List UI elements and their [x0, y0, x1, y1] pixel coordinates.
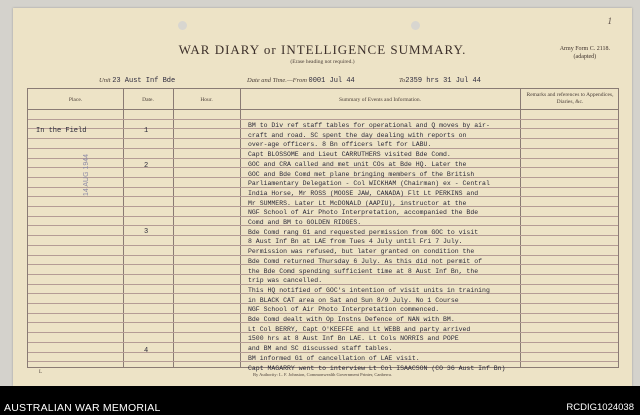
- diary-entry-line: NGF School of Air Photo Interpretation commenced.: [248, 306, 440, 314]
- to-label: To: [399, 77, 406, 84]
- diary-table: [27, 88, 619, 372]
- column-header-date: Date.: [142, 97, 154, 103]
- diary-entry-line: Comd and BM to GOLDEN RIDGES.: [248, 219, 362, 226]
- diary-entry-line: trip was cancelled.: [248, 277, 323, 285]
- page-title: WAR DIARY or INTELLIGENCE SUMMARY.: [178, 42, 467, 57]
- from-value: 0001 Jul 44: [308, 77, 355, 85]
- page-subtitle: (Erase heading not required.): [290, 59, 355, 65]
- diary-entry-line: Capt MAGARRY went to interview Lt Col ISAACSON (CO 36 Aust Inf Bn): [248, 364, 506, 372]
- diary-entry-line: India Horse, Mr ROSS (MOOSE JAW, CANADA) Flt Lt PERKINS and: [248, 189, 479, 197]
- place-entry: In the Field: [36, 127, 87, 135]
- diary-entry-line: BM informed G1 of cancellation of LAE visit.: [248, 354, 420, 362]
- date-entry: 2: [144, 162, 149, 170]
- to-value: 2359 hrs 31 Jul 44: [405, 77, 481, 85]
- diary-entry-line: Bde Comd dealt with Op Instns Defence of NAN with BM.: [248, 316, 455, 323]
- column-header-summary: Summary of Events and Information.: [338, 97, 422, 103]
- received-stamp: 14 AUG 1944: [83, 153, 90, 196]
- column-header-hour: Hour.: [200, 97, 213, 103]
- form-reference: [560, 46, 610, 61]
- date-entry: 3: [144, 228, 149, 236]
- diary-entry-line: Lt Col BERRY, Capt O'KEEFFE and Lt WEBB and party arrived: [248, 325, 471, 333]
- unit-value: 23 Aust Inf Bde: [112, 77, 176, 85]
- diary-entry-line: over-age officers. 8 Bn officers left for LABU.: [248, 141, 432, 149]
- diary-entry-line: GOC and Bde Comd met plane bringing members of the British: [248, 170, 475, 178]
- unit-label: Unit: [99, 77, 111, 84]
- diary-entry-line: Capt BLOSSOME and Lieut CARRUTHERS visited Bde Comd.: [248, 151, 451, 159]
- column-header-remarks: Remarks and references to Appendices, Diaries, &c.: [526, 92, 614, 105]
- punch-hole: [178, 21, 187, 30]
- form-number: Army Form C. 2118.: [559, 46, 610, 52]
- diary-entry-line: and BM and SC discussed staff tables.: [248, 345, 393, 353]
- diary-entry-line: Parliamentary Delegation - Col WICKHAM (Chairman) ex - Central: [248, 180, 490, 188]
- to-field: [399, 77, 481, 85]
- diary-entry-line: the Bde Comd spending sufficient time at 8 Aust Inf Bn, the: [248, 267, 479, 275]
- diary-page: [13, 8, 632, 386]
- diary-entry-line: craft and road. SC spent the day dealing with reports on: [248, 131, 467, 139]
- punch-hole: [411, 21, 420, 30]
- column-header-place: Place.: [68, 97, 83, 103]
- diary-entry-line: This HQ notified of GOC's intention of visit units in training: [248, 286, 490, 294]
- diary-entry-line: Mr SUMMERS. Later Lt McDONALD (AAPIU), instructor at the: [248, 199, 467, 207]
- archive-name: AUSTRALIAN WAR MEMORIAL: [4, 402, 161, 414]
- diary-entry-line: Permission was refused, but later granted on condition the: [248, 248, 475, 256]
- unit-field: [99, 77, 175, 85]
- diary-entry-line: 8 Aust Inf Bn at LAE from Tues 4 July until Fri 7 July.: [248, 238, 463, 246]
- diary-entry-line: NGF School of Air Photo Interpretation, accompanied the Bde: [248, 209, 479, 217]
- date-entry: 4: [144, 347, 149, 355]
- datetime-label: Date and Time.—From: [247, 77, 307, 84]
- page-number: 1: [607, 16, 612, 26]
- form-note: (adapted): [573, 53, 597, 60]
- diary-entry-line: Bde Comd rang G1 and requested permission from GOC to visit: [248, 228, 479, 236]
- diary-entry-line: Bde Comd returned Thursday 6 July. As this did not permit of: [248, 257, 483, 265]
- archive-id: RCDIG1024038: [566, 402, 634, 413]
- diary-entry-line: GOC and CRA called and met unit COs at Bde HQ. Later the: [248, 160, 467, 168]
- diary-entry-line: 1500 hrs at 8 Aust Inf Bn LAE. Lt Cols NORRIS and POPE: [248, 335, 459, 343]
- diary-entry-line: BM to Div ref staff tables for operational and Q moves by air-: [248, 122, 490, 129]
- date-field: [247, 77, 355, 85]
- diary-entry-line: in BLACK CAT area on Sat and Sun 8/9 July. No 1 Course: [248, 296, 459, 304]
- date-entry: 1: [144, 127, 149, 135]
- printer-authority: By Authority: L. F. Johnston, Commonwealth Government Printer, Canberra.: [252, 372, 393, 377]
- margin-mark: L: [39, 370, 43, 375]
